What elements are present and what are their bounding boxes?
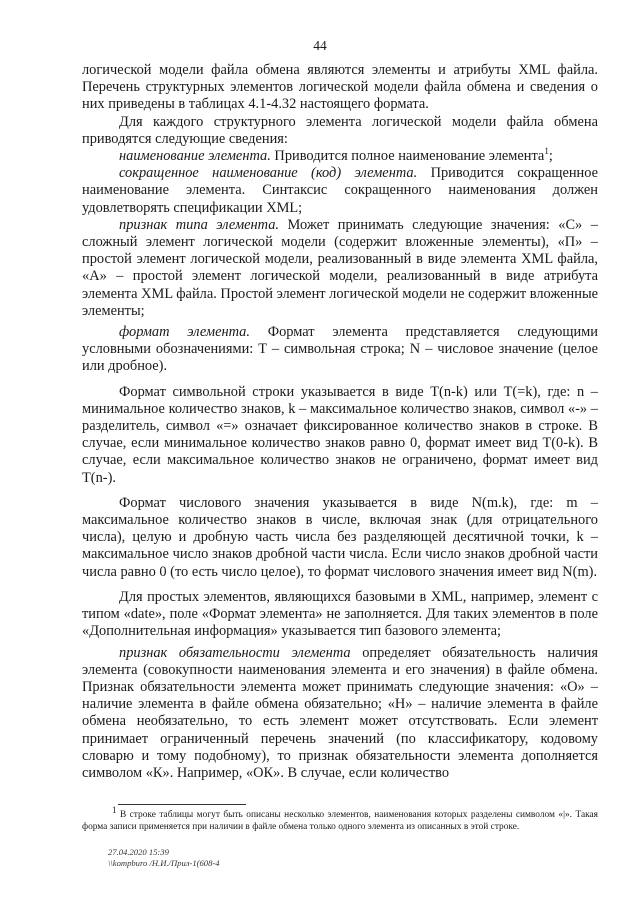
term-element-name: наименование элемента. (119, 148, 271, 165)
stamp-path: \\kompburo /Н.И./Прил-1(608-4 (108, 858, 220, 868)
paragraph-format (82, 324, 598, 376)
text-format: Формат элемента представляется следующими условными обозначениями: T – символьная строка; N – числовое значение (целое или дробное). (82, 324, 598, 375)
text-obligation: определяет обязательность наличия элемента (совокупности наименования элемента и его значения) в файле обмена. Признак обязательности элемента может принимать следующие значения: «О» – наличие элемента в файле обмена обязательно; «Н» – наличие элемента в файле обмена необязательно, то есть элемент может отсутствовать. Если элемент принимает ограниченный перечень значений (по классификатору, кодовому словарю и тому подобному), то признак обязательности элемента дополняется символом «К». Например, «ОК». В случае, если количество (82, 644, 598, 781)
term-type-sign: признак типа элемента. (119, 216, 280, 233)
text-short-name: Приводится сокращенное наименование элемента. Синтаксис сокращенного наименования должен удовлетворять спецификации XML; (82, 165, 598, 216)
text-type-sign: Может принимать следующие значения: «С» – сложный элемент логической модели (содержит вложенные элементы), «П» – простой элемент логической модели, реализованный в виде элемента XML файла, «А» – простой элемент логической модели, реализованный в виде атрибута элемента XML файла. Простой элемент логической модели не содержит вложенные элементы; (82, 216, 598, 319)
term-format: формат элемента. (119, 324, 250, 341)
paragraph-short-name (82, 165, 598, 217)
footnote-divider (118, 804, 246, 805)
paragraph-type-sign (82, 217, 598, 320)
paragraph-obligation (82, 645, 598, 783)
text-element-name: Приводится полное наименование элемента (270, 148, 545, 165)
footnote-body: В строке таблицы могут быть описаны несколько элементов, наименования которых разделены символом «|». Такая форма записи применяется при наличии в файле обмена только одного элемента из описанных в этой строке. (82, 810, 598, 832)
stamp-datetime: 27.04.2020 15:39 (108, 847, 169, 857)
print-stamp (108, 847, 220, 869)
footnote-marker: 1 (112, 805, 117, 815)
footnote (82, 805, 598, 834)
paragraph-element-name (82, 148, 598, 165)
paragraph-1: логической модели файла обмена являются элементы и атрибуты XML файла. Перечень структурных элементов логической модели файла обмена и сведения о них приведены в таблицах 4.1-4.32 настоящего формата. (82, 62, 598, 113)
body-text (82, 62, 598, 782)
paragraph-base-elements: Для простых элементов, являющихся базовыми в XML, например, элемент с типом «date», поле «Формат элемента» не заполняется. Для таких элементов в поле «Дополнительная информация» указывается тип базового элемента; (82, 588, 598, 640)
term-obligation: признак обязательности элемента (119, 644, 351, 661)
footnote-text (82, 805, 598, 834)
footnote-ref: 1 (544, 146, 549, 157)
text-element-name-end: ; (548, 148, 553, 165)
term-short-name: сокращенное наименование (код) элемента. (119, 165, 418, 182)
paragraph-string-format: Формат символьной строки указывается в виде T(n-k) или T(=k), где: n – минимальное количество знаков, k – максимальное количество знаков, символ «-» – разделитель, символ «=» означает фиксированное количество знаков в строке. В случае, если минимальное количество знаков равно 0, формат имеет вид T(0-k). В случае, если максимальное количество знаков не ограничено, формат имеет вид T(n-). (82, 383, 598, 486)
paragraph-2: Для каждого структурного элемента логической модели файла обмена приводятся следующие сведения: (82, 113, 598, 147)
page-number: 44 (313, 38, 327, 53)
paragraph-number-format: Формат числового значения указывается в виде N(m.k), где: m – максимальное количество знаков в числе, включая знак (для отрицательного числа), целую и дробную часть числа без разделяющей десятичной точки, k – максимальное число знаков дробной части числа. Если число знаков дробной части числа равно 0 (то есть число целое), то формат числового значения имеет вид N(m). (82, 494, 598, 580)
